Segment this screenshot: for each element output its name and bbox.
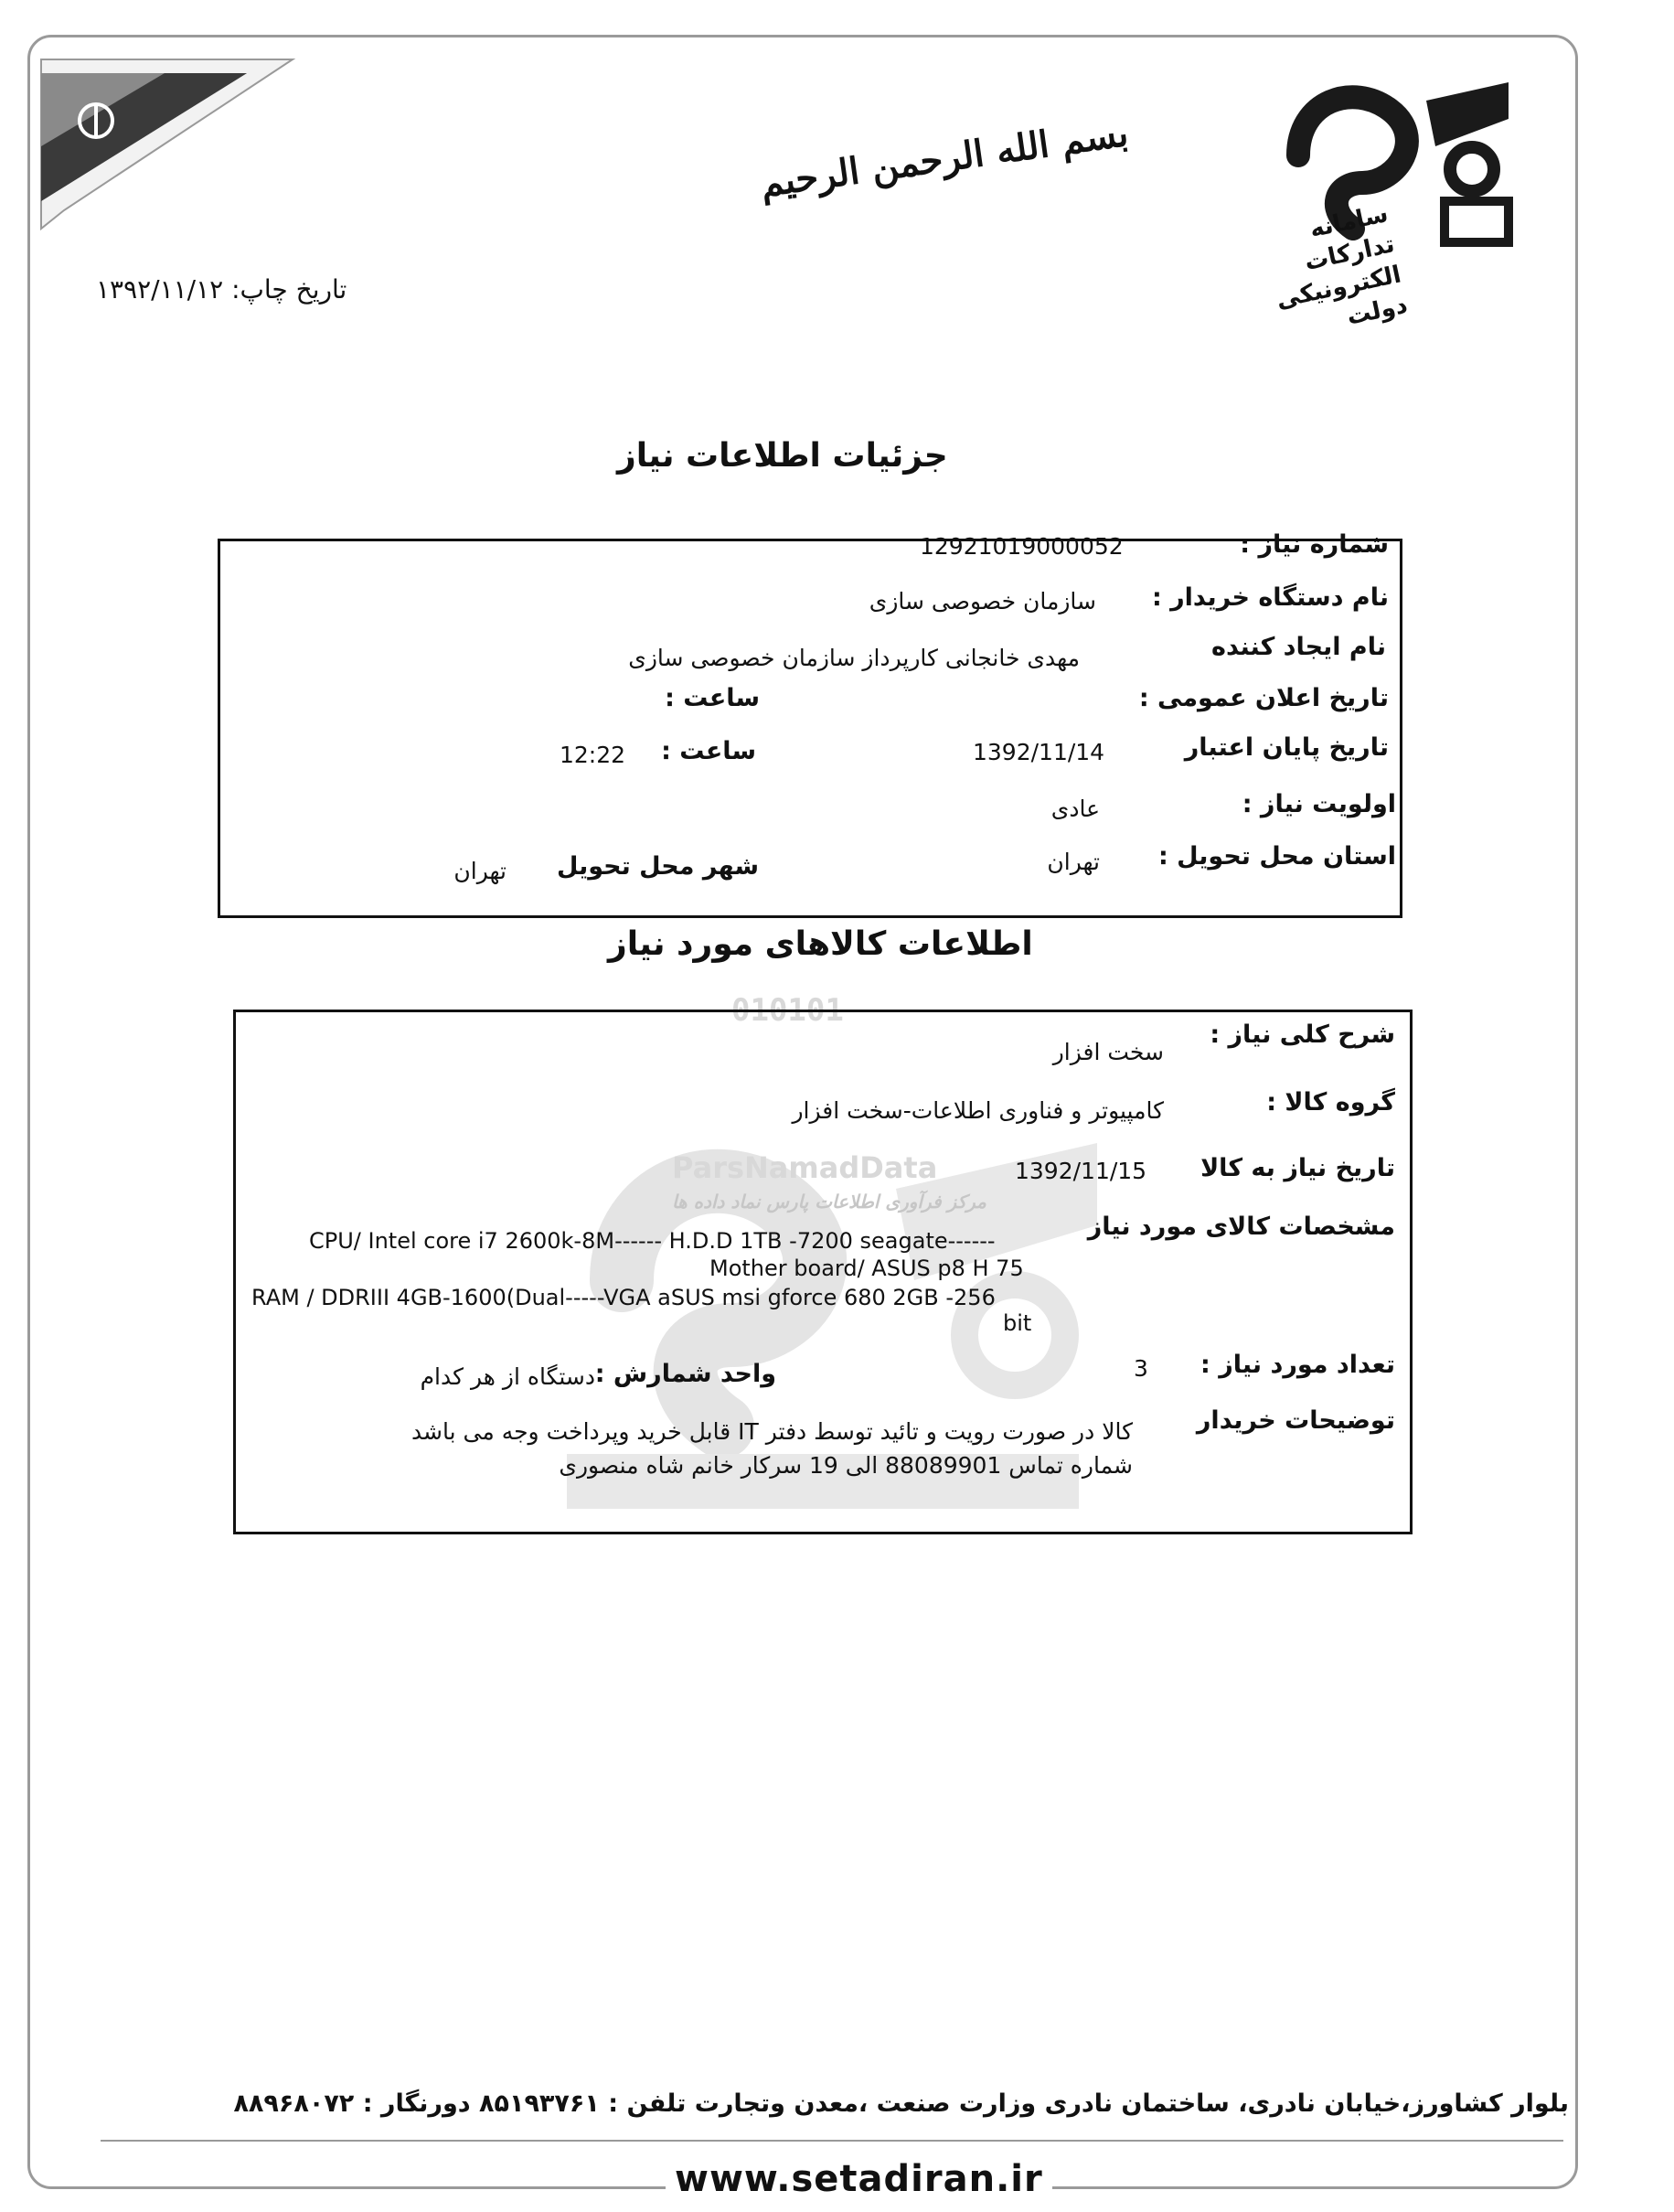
basmala: بسم الله الرحمن الرحیم bbox=[757, 111, 1131, 207]
expiry-date-value: 1392/11/14 bbox=[973, 739, 1105, 765]
footer-address: بلوار کشاورز،خیابان نادری، ساختمان نادری وزارت صنعت ،معدن وتجارت تلفن : ۸۵۱۹۳۷۶۱ دورنگار : ۸۸۹۶۸۰۷۲ bbox=[233, 2089, 1569, 2118]
emblem-band-icon bbox=[27, 37, 302, 256]
unit-value: دستگاه از هر کدام bbox=[420, 1363, 595, 1390]
province-value: تهران bbox=[1047, 849, 1100, 875]
expiry-time-value: 12:22 bbox=[560, 742, 626, 768]
need-number-value: 12921019000052 bbox=[920, 533, 1124, 560]
goods-group-value: کامپیوتر و فناوری اطلاعات-سخت افزار bbox=[792, 1097, 1164, 1124]
buyer-value: سازمان خصوصی سازی bbox=[869, 588, 1096, 614]
province-label: استان محل تحویل : bbox=[1157, 842, 1396, 871]
qty-label: تعداد مورد نیاز : bbox=[1200, 1351, 1395, 1379]
creator-value: مهدی خانجانی کارپرداز سازمان خصوصی سازی bbox=[628, 645, 1080, 671]
city-label: شهر محل تحویل bbox=[556, 852, 759, 881]
spec-label: مشخصات کالای مورد نیاز bbox=[1087, 1213, 1395, 1241]
watermark-subtitle: مرکز فرآوری اطلاعات پارس نماد داده ها bbox=[672, 1191, 986, 1213]
unit-label: واحد شمارش : bbox=[594, 1360, 776, 1388]
footer-website: www.setadiran.ir bbox=[666, 2158, 1052, 2200]
announce-time-label: ساعت : bbox=[665, 684, 760, 712]
qty-value: 3 bbox=[1134, 1355, 1148, 1382]
need-date-value: 1392/11/15 bbox=[1015, 1158, 1147, 1184]
general-desc-value: سخت افزار bbox=[1052, 1039, 1164, 1065]
footer-divider bbox=[101, 2140, 1563, 2142]
goods-title: اطلاعات کالاهای مورد نیاز bbox=[608, 925, 1033, 963]
watermark-digits: 010101 bbox=[731, 992, 844, 1029]
priority-value: عادی bbox=[1050, 796, 1100, 822]
print-date-label: تاریخ چاپ: bbox=[231, 274, 347, 305]
expiry-time-label: ساعت : bbox=[661, 737, 756, 765]
buyer-notes-line-1: کالا در صورت رویت و تائید توسط دفتر IT قابل خرید وپرداخت وجه می باشد bbox=[411, 1418, 1133, 1445]
buyer-notes-line-2: شماره تماس 88089901 الی 19 سرکار خانم شاه منصوری bbox=[559, 1452, 1133, 1479]
spec-line-2: Mother board/ ASUS p8 H 75 bbox=[709, 1256, 1024, 1281]
buyer-label: نام دستگاه خریدار : bbox=[1151, 583, 1389, 612]
need-details-title: جزئیات اطلاعات نیاز bbox=[617, 437, 948, 475]
announce-date-label: تاریخ اعلان عمومی : bbox=[1138, 684, 1389, 712]
creator-label: نام ایجاد کننده bbox=[1211, 633, 1386, 661]
buyer-notes-label: توضیحات خریدار bbox=[1196, 1406, 1395, 1435]
spec-line-1: CPU/ Intel core i7 2600k-8M------ H.D.D 1TB -7200 seagate------ bbox=[309, 1228, 996, 1254]
print-date bbox=[96, 274, 347, 305]
general-desc-label: شرح کلی نیاز : bbox=[1210, 1021, 1395, 1049]
logo-caption: سامانه تدارکات الکترونیکی دولت bbox=[1274, 199, 1411, 331]
need-date-label: تاریخ نیاز به کالا bbox=[1200, 1154, 1395, 1182]
expiry-date-label: تاریخ پایان اعتبار bbox=[1184, 733, 1389, 762]
city-value: تهران bbox=[453, 858, 506, 884]
need-number-label: شماره نیاز : bbox=[1240, 530, 1389, 559]
spec-line-3: RAM / DDRIII 4GB-1600(Dual-----VGA aSUS msi gforce 680 2GB -256 bbox=[251, 1285, 996, 1310]
goods-group-label: گروه کالا : bbox=[1266, 1088, 1395, 1117]
spec-line-4: bit bbox=[1003, 1310, 1032, 1336]
priority-label: اولویت نیاز : bbox=[1242, 790, 1396, 818]
watermark-brand: ParsNamadData bbox=[672, 1150, 938, 1185]
print-date-value: ۱۳۹۲/۱۱/۱۲ bbox=[96, 274, 224, 305]
